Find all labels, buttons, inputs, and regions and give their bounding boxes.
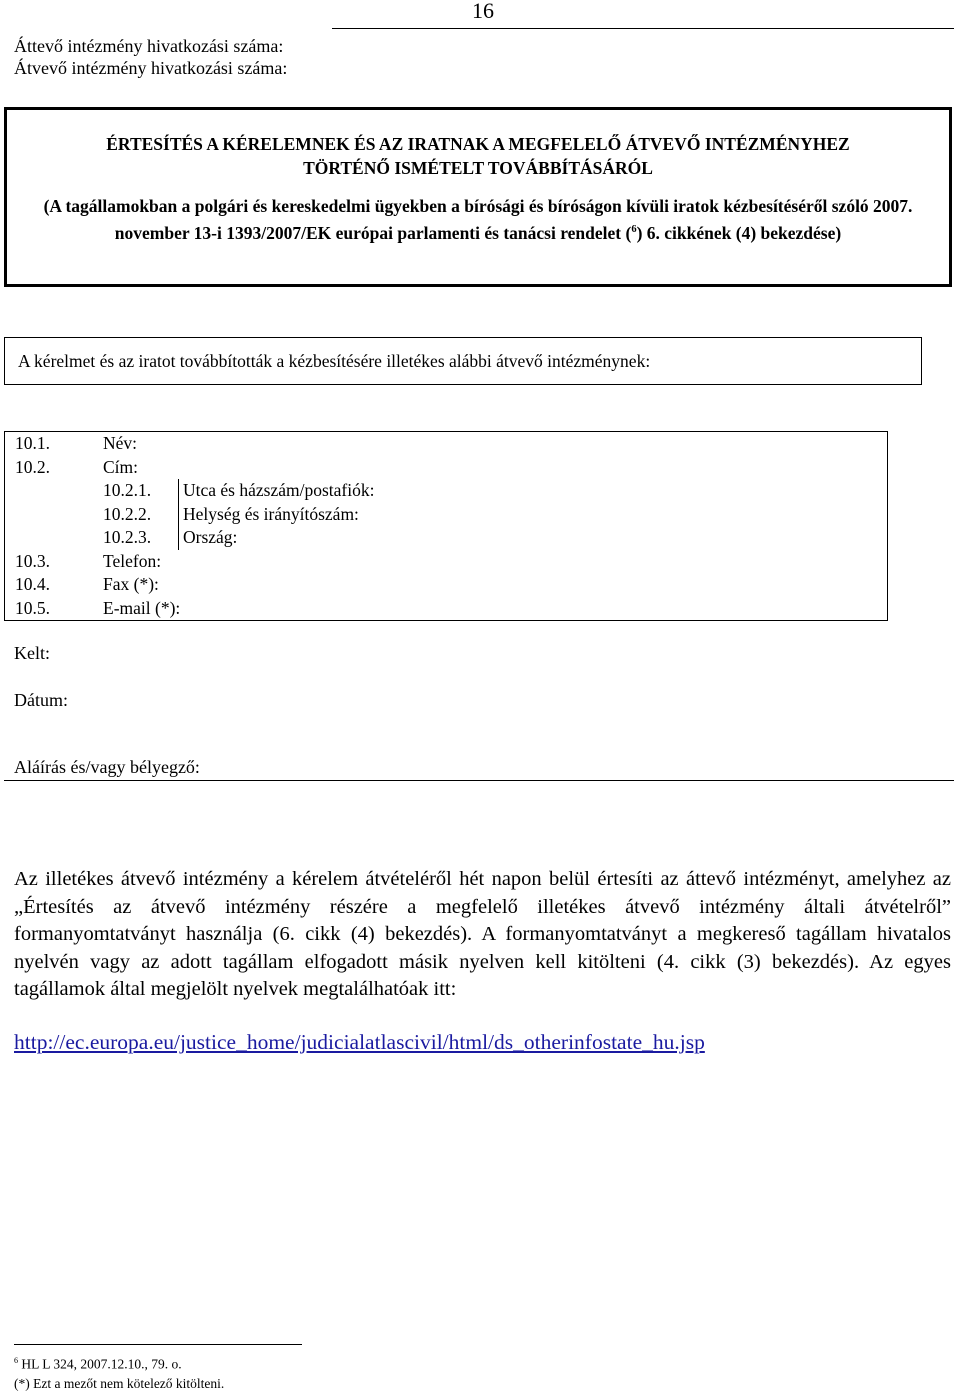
title-line-2: TÖRTÉNŐ ISMÉTELT TOVÁBBÍTÁSÁRÓL [303,158,653,178]
place-label: Kelt: [14,643,50,663]
sender-ref-label: Áttevő intézmény hivatkozási száma: [14,36,284,56]
footnote-mark: 6 [631,224,637,235]
page-number: 16 [472,0,494,23]
table-row: 10.5. E-mail (*): [5,597,888,621]
date-label: Dátum: [14,690,68,710]
info-paragraph: Az illetékes átvevő intézmény a kérelem átvételéről hét napon belül értesíti az áttevő intézményt, amelyhez az „Értesítés az átvevő intézmény részére a megfelelő illetékes átvevő intézmény általi átvételről” formanyomtatványt használja (6. cikk (4) bekezdés). A formanyomtatványt a megkereső tagállam hivatalos nyelvén vagy az adott tagállam elfogadott másik nyelven kell kitölteni (4. cikk (3) bekezdés). Az egyes tagállamok által megjelölt nyelvek megtalálhatóak itt: [14,868,951,1000]
receiving-agency-table [4,431,888,621]
header-rule [332,28,954,29]
intro-box: A kérelmet és az iratot továbbították a kézbesítésére illetékes alábbi átvevő intézménynek: [4,337,922,385]
optional-field-note: (*) Ezt a mezőt nem kötelező kitölteni. [14,1376,225,1391]
title-box [4,107,952,287]
table-row: 10.2. Cím: [5,456,888,480]
table-row: 10.3. Telefon: [5,550,888,574]
table-row: 10.2.1. Utca és házszám/postafiók: [5,479,888,503]
table-row: 10.4. Fax (*): [5,573,888,597]
title-line-1: ÉRTESÍTÉS A KÉRELEMNEK ÉS AZ IRATNAK A MEGFELELŐ ÁTVEVŐ INTÉZMÉNYHEZ [106,134,850,154]
regulation-reference: (A tagállamokban a polgári és kereskedelmi ügyekben a bírósági és bíróságon kívüli iratok kézbesítéséről szóló 2007. november 13-i 1393/2007/EK európai parlamenti és tanácsi rendelet ($^6$) 6. cikkének (4) bekezdése) [43,196,913,243]
footnote-6: $^6$ HL L 324, 2007.12.10., 79. o. [14,1356,182,1372]
signature-label: Aláírás és/vagy bélyegző: [14,757,200,777]
table-row: 10.2.2. Helység és irányítószám: [5,503,888,527]
signature-rule [4,780,954,781]
member-state-languages-link[interactable]: http://ec.europa.eu/justice_home/judicialatlascivil/html/ds_otherinfostate_hu.jsp [14,1030,705,1054]
table-row: 10.2.3. Ország: [5,526,888,550]
footnote-rule [14,1344,302,1345]
table-row: 10.1. Név: [5,432,888,456]
receiver-ref-label: Átvevő intézmény hivatkozási száma: [14,58,288,78]
